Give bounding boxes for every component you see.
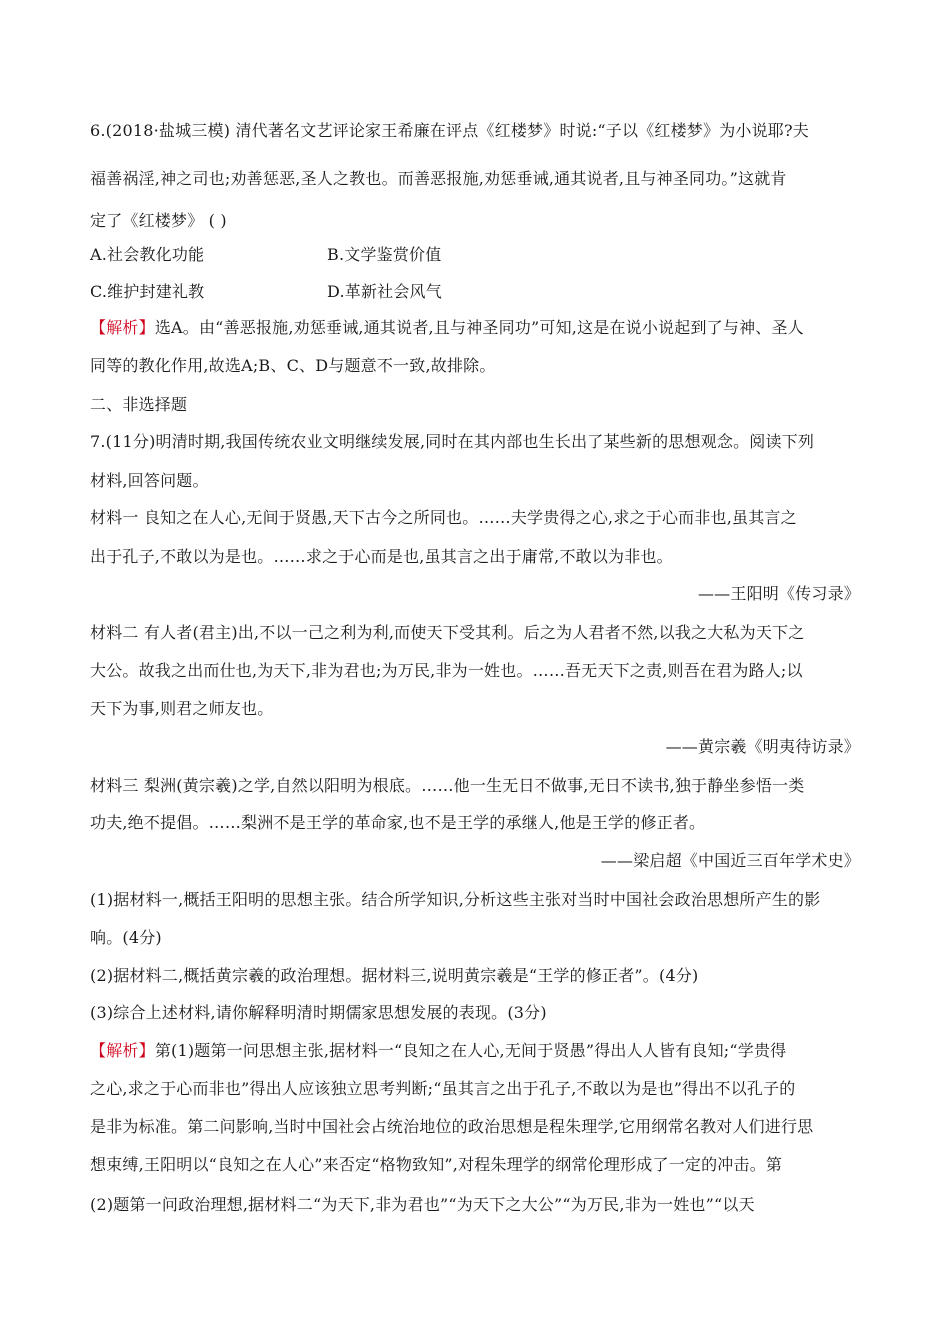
material-3-line-2: 功夫,绝不提倡。……梨洲不是王学的革命家,也不是王学的承继人,他是王学的修正者。: [90, 813, 706, 832]
material-2-line-1: 材料二 有人者(君主)出,不以一己之利为利,而使天下受其利。后之为人君者不然,以我之大私为天下之: [90, 623, 805, 642]
q6-analysis-text: 选A。由“善恶报施,劝惩垂诫,通其说者,且与神圣同功”可知,这是在说小说起到了与神、圣人: [154, 318, 804, 337]
material-3-line-1: 材料三 梨洲(黄宗羲)之学,自然以阳明为根底。……他一生无日不做事,无日不读书,独于静坐参悟一类: [90, 776, 805, 795]
analysis-tag: 【解析】: [90, 318, 155, 337]
material-2-source: ——黄宗羲《明夷待访录》: [665, 737, 860, 756]
q7-stem-line-2: 材料,回答问题。: [90, 471, 209, 490]
q7-analysis-line-2: 之心,求之于心而非也”得出人应该独立思考判断;“虽其言之出于孔子,不敢以为是也”得出不以孔子的: [90, 1079, 796, 1098]
q7-analysis-line-4: 想束缚,王阳明以“良知之在人心”来否定“格物致知”,对程朱理学的纲常伦理形成了一定的冲击。第: [90, 1155, 783, 1174]
q7-stem-line-1: 7.(11分)明清时期,我国传统农业文明继续发展,同时在其内部也生长出了某些新的思想观念。阅读下列: [90, 432, 815, 451]
q6-option-b: B.文学鉴赏价值: [327, 245, 442, 264]
q6-analysis-line-2: 同等的教化作用,故选A;B、C、D与题意不一致,故排除。: [90, 356, 496, 375]
q7-analysis-line-3: 是非为标准。第二问影响,当时中国社会占统治地位的政治思想是程朱理学,它用纲常名教对人们进行思: [90, 1117, 814, 1136]
q6-analysis-line-1: [90, 318, 860, 338]
q6-option-a: A.社会教化功能: [90, 245, 205, 264]
q7-sub3: (3)综合上述材料,请你解释明清时期儒家思想发展的表现。(3分): [90, 1003, 547, 1022]
q6-option-d: D.革新社会风气: [327, 282, 442, 301]
material-1-source: ——王阳明《传习录》: [697, 584, 860, 603]
material-1-line-2: 出于孔子,不敢以为是也。……求之于心而是也,虽其言之出于庸常,不敢以为非也。: [90, 547, 673, 566]
q7-sub1-line-2: 响。(4分): [90, 928, 162, 947]
material-2-line-3: 天下为事,则君之师友也。: [90, 699, 274, 718]
q7-sub2: (2)据材料二,概括黄宗羲的政治理想。据材料三,说明黄宗羲是“王学的修正者”。(4分): [90, 966, 699, 985]
analysis-tag: 【解析】: [90, 1041, 155, 1060]
section-heading: 二、非选择题: [90, 395, 188, 414]
q6-option-c: C.维护封建礼教: [90, 282, 205, 301]
q6-stem-line-3: 定了《红楼梦》 ( ): [90, 211, 227, 230]
material-3-source: ——梁启超《中国近三百年学术史》: [600, 851, 860, 870]
q6-stem-line-1: 6.(2018·盐城三模) 清代著名文艺评论家王希廉在评点《红楼梦》时说:“子以《红楼梦》为小说耶?夫: [90, 121, 809, 140]
q7-sub1-line-1: (1)据材料一,概括王阳明的思想主张。结合所学知识,分析这些主张对当时中国社会政治思想所产生的影: [90, 890, 821, 909]
material-1-line-1: 材料一 良知之在人心,无间于贤愚,天下古今之所同也。……夫学贵得之心,求之于心而非也,虽其言之: [90, 508, 797, 527]
material-2-line-2: 大公。故我之出而仕也,为天下,非为君也;为万民,非为一姓也。……吾无天下之责,则吾在君为路人;以: [90, 661, 803, 680]
q7-analysis-line-5: (2)题第一问政治理想,据材料二“为天下,非为君也”“为天下之大公”“为万民,非为一姓也”“以天: [90, 1195, 755, 1214]
q6-stem-line-2: 福善祸淫,神之司也;劝善惩恶,圣人之教也。而善恶报施,劝惩垂诫,通其说者,且与神圣同功。”这就肯: [90, 169, 787, 188]
q7-analysis-text: 第(1)题第一问思想主张,据材料一“良知之在人心,无间于贤愚”得出人人皆有良知;“学贵得: [154, 1041, 787, 1060]
q7-analysis-line-1: [90, 1041, 860, 1061]
